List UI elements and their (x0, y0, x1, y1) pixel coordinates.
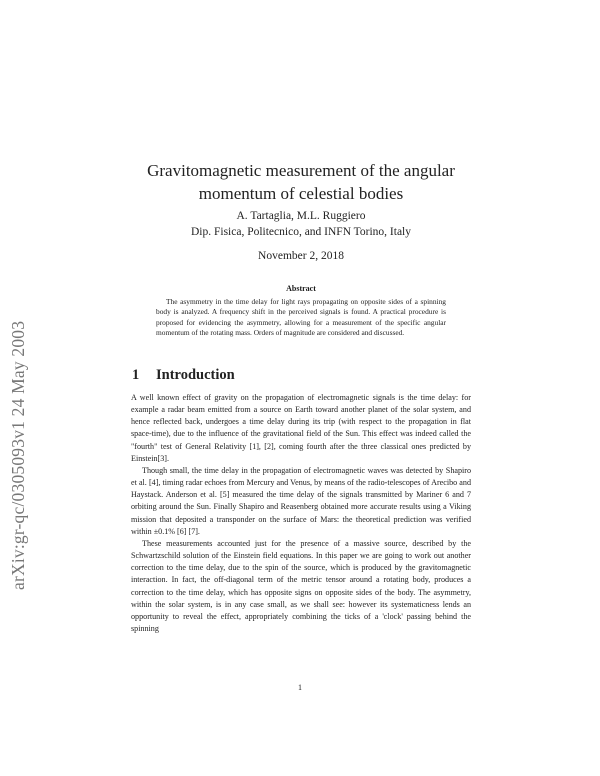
section-number: 1 (132, 367, 140, 383)
section-heading (132, 367, 235, 384)
paragraph: A well known effect of gravity on the propagation of electromagnetic signals is the time delay: for example a radar beam emitted from a source on Earth toward another planet of the solar system, and hence reflected back, undergoes a time delay during its trip (with respect to the propagation in flat space-time), due to the influence of the gravitational field of the Sun. This effect was indeed called the "fourth" test of General Relativity [1], [2], coming fourth after the three classical ones predicted by Einstein[3]. (131, 393, 471, 463)
abstract-heading: Abstract (286, 284, 316, 293)
paragraph: These measurements accounted just for the presence of a massive source, described by the Schwartzschild solution of the Einstein field equations. In this paper we are going to work out another correction to the time delay, due to the spin of the source, which is produced by the gravitomagnetic interaction. In fact, the off-diagonal term of the metric tensor around a rotating body, produces a correction to the time delay, which has opposite signs on opposite sides of the body. The asymmetry, within the solar system, is in any case small, as we shall see: however its systematicness lends an opportunity to reveal the effect, appropriately combining the ticks of a 'clock' passing behind the spinning (131, 538, 471, 633)
authors: A. Tartaglia, M.L. Ruggiero (236, 210, 366, 222)
paragraph: Though small, the time delay in the propagation of electromagnetic waves was detected by Shapiro et al. [4], timing radar echoes from Mercury and Venus, by means of the radio-telescopes of Arecibo and Haystack. Anderson et al. [5] measured the time delay of the signals transmitted by Mariner 6 and 7 orbiting around the Sun. Finally Shapiro and Reasenberg obtained more accurate results using a Viking mission that deposited a transponder on the surface of Mars: the theoretical prediction was verified within ±0.1% [6] [7]. (131, 465, 471, 536)
section-body (131, 392, 471, 635)
abstract-text: The asymmetry in the time delay for light rays propagating on opposite sides of a spinning body is analyzed. A frequency shift in the perceived signals is found. A practical procedure is proposed for evidencing the asymmetry, allowing for a measurement of the specific angular momentum of the rotating mass. Orders of magnitude are considered and discussed. (156, 297, 446, 338)
affiliation: Dip. Fisica, Politecnico, and INFN Torino, Italy (190, 226, 411, 238)
page-number: 1 (298, 683, 302, 692)
arxiv-identifier: arXiv:gr-qc/0305093v1 24 May 2003 (8, 320, 28, 590)
paper-title: Gravitomagnetic measurement of the angular momentum of celestial bodies (147, 161, 455, 203)
date: November 2, 2018 (258, 250, 344, 262)
section-title: Introduction (156, 367, 235, 383)
